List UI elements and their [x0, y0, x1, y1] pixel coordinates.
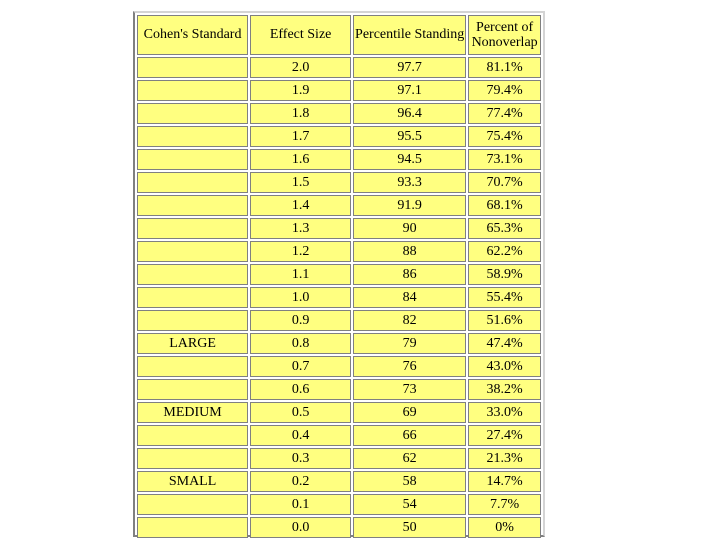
header-percentile-standing: Percentile Standing [353, 15, 466, 55]
table-row [137, 126, 541, 147]
percent-nonoverlap-cell: 14.7% [468, 471, 541, 492]
table-row [137, 103, 541, 124]
cohens-standard-cell [137, 379, 248, 400]
percentile-standing-cell: 73 [353, 379, 466, 400]
cohens-standard-cell [137, 218, 248, 239]
cohens-standard-cell [137, 287, 248, 308]
percentile-standing-cell: 76 [353, 356, 466, 377]
table-row [137, 517, 541, 538]
cohens-standard-cell: SMALL [137, 471, 248, 492]
percent-nonoverlap-cell: 7.7% [468, 494, 541, 515]
table-row [137, 310, 541, 331]
table-row [137, 333, 541, 354]
header-cohens-standard: Cohen's Standard [137, 15, 248, 55]
cohens-standard-cell [137, 310, 248, 331]
table-row [137, 149, 541, 170]
cohens-standard-cell [137, 448, 248, 469]
percent-nonoverlap-cell: 65.3% [468, 218, 541, 239]
effect-size-cell: 1.7 [250, 126, 351, 147]
percent-nonoverlap-cell: 62.2% [468, 241, 541, 262]
percentile-standing-cell: 95.5 [353, 126, 466, 147]
effect-size-cell: 1.4 [250, 195, 351, 216]
effect-size-cell: 2.0 [250, 57, 351, 78]
percent-nonoverlap-cell: 43.0% [468, 356, 541, 377]
percent-nonoverlap-cell: 70.7% [468, 172, 541, 193]
effect-size-cell: 1.8 [250, 103, 351, 124]
percentile-standing-cell: 88 [353, 241, 466, 262]
percent-nonoverlap-cell: 38.2% [468, 379, 541, 400]
header-row [137, 15, 541, 55]
percent-nonoverlap-cell: 81.1% [468, 57, 541, 78]
table-row [137, 57, 541, 78]
header-percent-nonoverlap-line2: Nonoverlap [471, 35, 538, 50]
percent-nonoverlap-cell: 55.4% [468, 287, 541, 308]
cohens-standard-cell [137, 494, 248, 515]
effect-size-cell: 0.6 [250, 379, 351, 400]
effect-size-cell: 1.1 [250, 264, 351, 285]
effect-size-cell: 1.0 [250, 287, 351, 308]
header-percent-nonoverlap-line1: Percent of [476, 19, 534, 35]
cohens-standard-cell [137, 57, 248, 78]
percent-nonoverlap-cell: 75.4% [468, 126, 541, 147]
percent-nonoverlap-cell: 77.4% [468, 103, 541, 124]
percentile-standing-cell: 91.9 [353, 195, 466, 216]
table-row [137, 494, 541, 515]
effect-size-cell: 0.4 [250, 425, 351, 446]
table-row [137, 287, 541, 308]
table-row [137, 218, 541, 239]
effect-size-cell: 0.1 [250, 494, 351, 515]
table-row [137, 356, 541, 377]
percentile-standing-cell: 90 [353, 218, 466, 239]
percentile-standing-cell: 79 [353, 333, 466, 354]
percent-nonoverlap-cell: 79.4% [468, 80, 541, 101]
cohens-standard-cell [137, 264, 248, 285]
percentile-standing-cell: 96.4 [353, 103, 466, 124]
table-row [137, 425, 541, 446]
effect-size-cell: 0.5 [250, 402, 351, 423]
table-row [137, 264, 541, 285]
effect-size-cell: 0.9 [250, 310, 351, 331]
effect-size-cell: 0.0 [250, 517, 351, 538]
table-row [137, 195, 541, 216]
cohens-standard-cell [137, 195, 248, 216]
percentile-standing-cell: 50 [353, 517, 466, 538]
percent-nonoverlap-cell: 68.1% [468, 195, 541, 216]
effect-size-table [135, 13, 543, 540]
header-percent-nonoverlap [468, 15, 541, 55]
header-effect-size: Effect Size [250, 15, 351, 55]
cohens-standard-cell [137, 356, 248, 377]
table-row [137, 448, 541, 469]
table-row [137, 80, 541, 101]
percent-nonoverlap-cell: 33.0% [468, 402, 541, 423]
effect-size-cell: 0.2 [250, 471, 351, 492]
cohens-standard-cell: LARGE [137, 333, 248, 354]
table-row [137, 172, 541, 193]
cohens-standard-cell [137, 80, 248, 101]
percent-nonoverlap-cell: 51.6% [468, 310, 541, 331]
percentile-standing-cell: 54 [353, 494, 466, 515]
cohens-standard-cell [137, 126, 248, 147]
table-row [137, 471, 541, 492]
cohens-standard-cell [137, 425, 248, 446]
cohens-standard-cell [137, 149, 248, 170]
cohens-standard-cell [137, 103, 248, 124]
effect-size-cell: 1.2 [250, 241, 351, 262]
percentile-standing-cell: 97.1 [353, 80, 466, 101]
percent-nonoverlap-cell: 73.1% [468, 149, 541, 170]
percentile-standing-cell: 66 [353, 425, 466, 446]
percentile-standing-cell: 84 [353, 287, 466, 308]
percent-nonoverlap-cell: 0% [468, 517, 541, 538]
effect-size-cell: 1.5 [250, 172, 351, 193]
effect-size-cell: 1.9 [250, 80, 351, 101]
percent-nonoverlap-cell: 27.4% [468, 425, 541, 446]
table-row [137, 241, 541, 262]
cohens-standard-cell [137, 517, 248, 538]
percentile-standing-cell: 69 [353, 402, 466, 423]
effect-size-cell: 0.8 [250, 333, 351, 354]
effect-size-table-frame [133, 11, 545, 537]
effect-size-cell: 1.6 [250, 149, 351, 170]
effect-size-cell: 0.7 [250, 356, 351, 377]
cohens-standard-cell [137, 241, 248, 262]
percentile-standing-cell: 93.3 [353, 172, 466, 193]
table-row [137, 379, 541, 400]
cohens-standard-cell [137, 172, 248, 193]
percentile-standing-cell: 86 [353, 264, 466, 285]
percent-nonoverlap-cell: 58.9% [468, 264, 541, 285]
effect-size-cell: 1.3 [250, 218, 351, 239]
percentile-standing-cell: 58 [353, 471, 466, 492]
effect-size-cell: 0.3 [250, 448, 351, 469]
percent-nonoverlap-cell: 21.3% [468, 448, 541, 469]
percentile-standing-cell: 62 [353, 448, 466, 469]
table-body [137, 57, 541, 538]
percentile-standing-cell: 94.5 [353, 149, 466, 170]
cohens-standard-cell: MEDIUM [137, 402, 248, 423]
percentile-standing-cell: 82 [353, 310, 466, 331]
percent-nonoverlap-cell: 47.4% [468, 333, 541, 354]
table-row [137, 402, 541, 423]
percentile-standing-cell: 97.7 [353, 57, 466, 78]
